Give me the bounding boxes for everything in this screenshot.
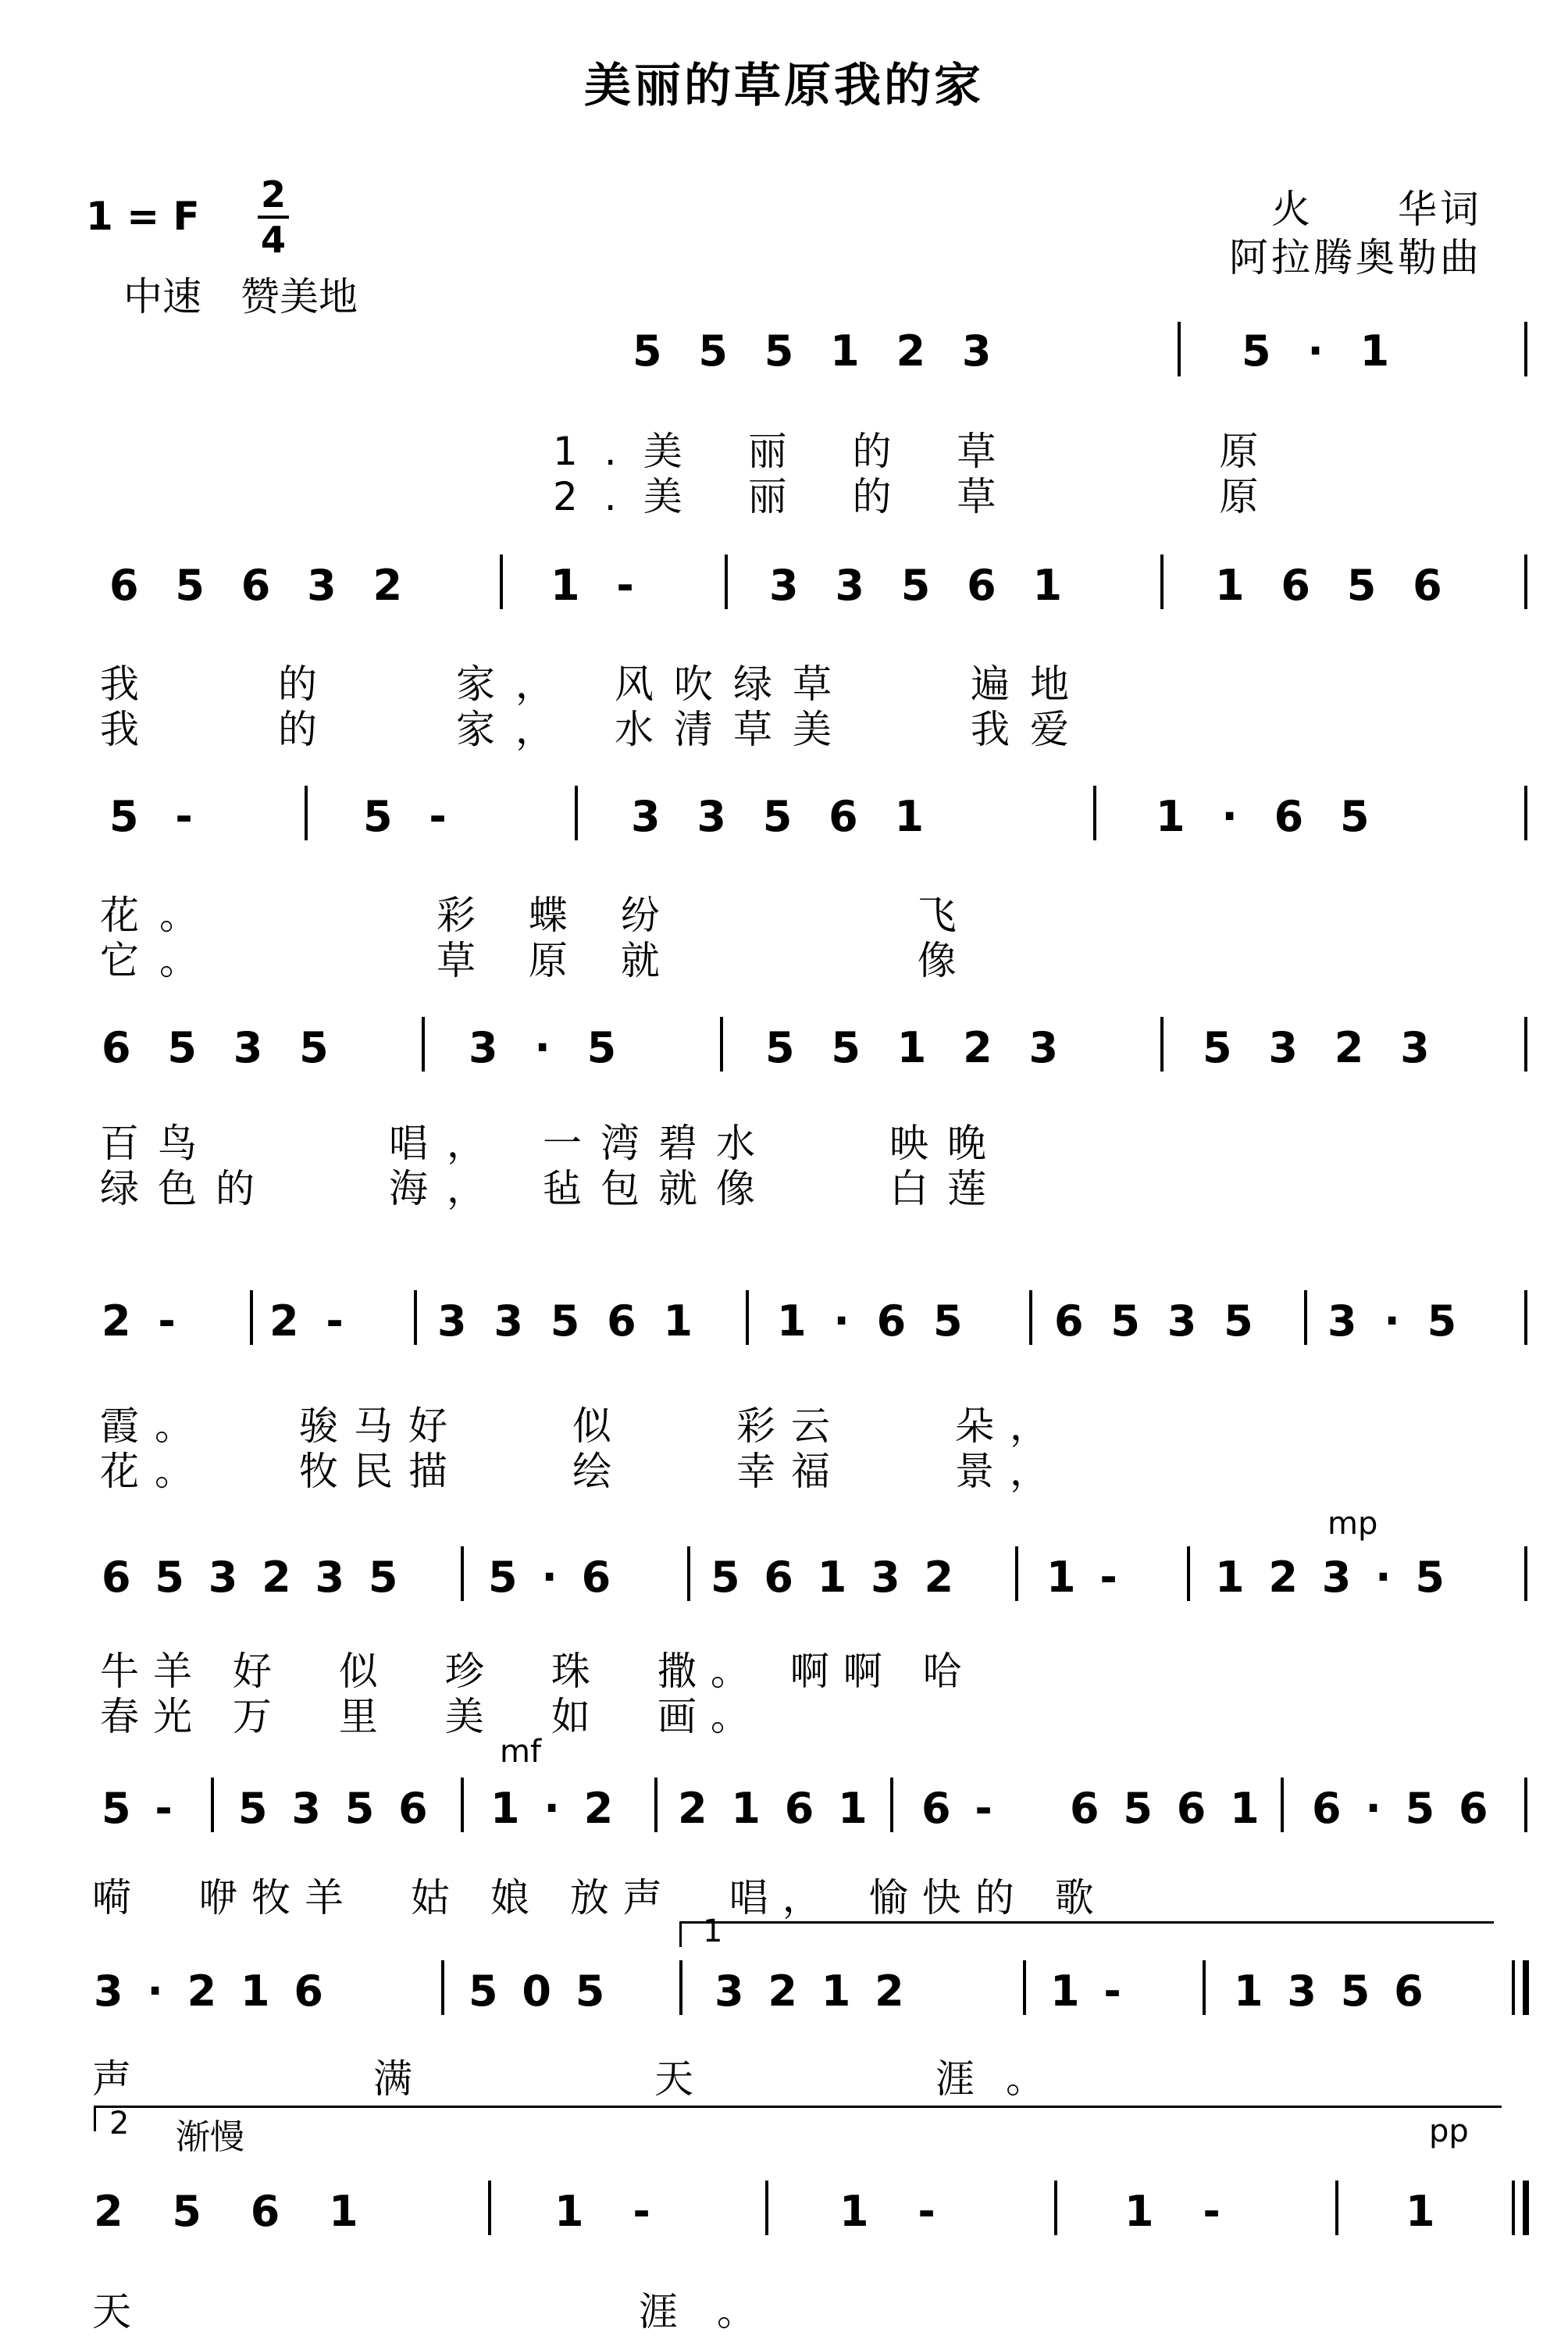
measure: 1 -: [1124, 2187, 1238, 2236]
measure: 1 6 5 6: [1215, 561, 1453, 610]
measure: 1 -: [839, 2187, 953, 2236]
lyric-verse-1: 霞。 骏马好 似 彩云 朵，: [100, 1403, 1064, 1449]
dynamic-pp: pp: [1429, 2113, 1469, 2149]
measure: 1 · 6 5: [1156, 792, 1381, 841]
lyric-verse-2: 绿色的 海， 毡包就像 白莲: [100, 1166, 1005, 1211]
lyric-verse-1: 百鸟 唱， 一湾碧水 映晚: [100, 1121, 1005, 1166]
measure: 1 3 5 6: [1234, 1967, 1428, 2016]
measure: 2 -: [102, 1296, 182, 1346]
measure: 6 5 6 3 2: [109, 561, 414, 610]
dynamic-mf: mf: [500, 1734, 542, 1770]
measure: 5 3 2 3: [1203, 1023, 1441, 1072]
lyric-verse-2: 2.美 丽 的 草 原: [553, 474, 1285, 519]
measure: 5 · 1: [1242, 326, 1401, 376]
song-title: 美丽的草原我的家: [584, 59, 984, 113]
lyric-verse-1: 嗬 咿牧羊 姑 娘 放声 唱， 愉快的 歌: [92, 1875, 1108, 1920]
measure: 1 · 6 5: [777, 1296, 969, 1346]
measure: 5 -: [102, 1784, 177, 1833]
measure: 3 2 1 2: [715, 1967, 909, 2016]
measure: 6 -: [921, 1784, 997, 1833]
lyric-verse-2: 花。 牧民描 绘 幸福 景，: [100, 1449, 1064, 1494]
measure: 1 -: [551, 561, 645, 610]
ritardando-marking: 渐慢: [176, 2117, 244, 2157]
lyric-verse-1: 花。 彩 蝶 纷 飞: [100, 893, 977, 938]
volta-2-label: 2: [109, 2106, 130, 2141]
lyricist-credit: 火 华词: [1271, 187, 1482, 232]
measure: 1 -: [1046, 1553, 1122, 1602]
measure: 6 5 3 5: [102, 1023, 340, 1072]
lyric-verse-1: 天 涯。: [92, 2289, 795, 2334]
measure: 3 3 5 6 1: [769, 561, 1074, 610]
measure: 1: [1406, 2187, 1452, 2236]
key-signature: 1 = F: [86, 194, 200, 239]
measure: 1 2 3 · 5: [1215, 1553, 1450, 1602]
lyric-verse-1: 牛羊 好 似 珍 珠 撒。 啊啊 哈: [100, 1649, 976, 1694]
lyric-verse-2: 它。 草 原 就 像: [100, 938, 977, 983]
measure: 2 5 6 1: [94, 2187, 376, 2236]
time-signature-top: 2: [258, 173, 289, 219]
lyric-verse-1: 1.美 丽 的 草 原: [553, 429, 1285, 474]
measure: 5 · 6: [488, 1553, 616, 1602]
measure: 2 -: [269, 1296, 350, 1346]
measure: 5 -: [109, 792, 204, 841]
lyric-verse-2: 我 的 家， 水清草美 我爱: [100, 707, 1089, 752]
measure: 3 3 5 6 1: [631, 792, 935, 841]
tempo-marking: 中速 赞美地: [123, 274, 358, 319]
measure: 5 -: [363, 792, 458, 841]
measure: 6 · 5 6: [1312, 1784, 1493, 1833]
dynamic-mp: mp: [1327, 1506, 1378, 1542]
measure: 1 -: [554, 2187, 668, 2236]
measure: 5 5 1 2 3: [765, 1023, 1070, 1072]
measure: 5 0 5: [469, 1967, 610, 2016]
lyric-verse-1: 声 满 天 涯。: [92, 2056, 1076, 2102]
measure: 3 3 5 6 1: [437, 1296, 700, 1346]
measure: 3 · 5: [469, 1023, 628, 1072]
measure: 6 5 6 1: [1070, 1784, 1264, 1833]
measure: 3 · 5: [1327, 1296, 1463, 1346]
lyric-verse-2: 春光 万 里 美 如 画。: [100, 1694, 764, 1739]
composer-credit: 阿拉腾奥勒曲: [1229, 235, 1482, 280]
measure: 6 5 3 2 3 5: [102, 1553, 403, 1602]
measure: 5 3 5 6: [238, 1784, 433, 1833]
measure: 2 1 6 1: [678, 1784, 872, 1833]
measure: 3 · 2 1 6: [94, 1967, 329, 2016]
measure: 6 5 3 5: [1054, 1296, 1260, 1346]
measure: 5 5 5 1 2 3: [633, 326, 1003, 376]
lyric-verse-1: 我 的 家， 风吹绿草 遍地: [100, 661, 1089, 707]
measure: 1 · 2: [490, 1784, 618, 1833]
time-signature-bottom: 4: [260, 219, 286, 261]
volta-1-label: 1: [703, 1913, 723, 1949]
time-signature: [258, 173, 289, 261]
measure: 1 -: [1050, 1967, 1126, 2016]
measure: 5 6 1 3 2: [711, 1553, 959, 1602]
